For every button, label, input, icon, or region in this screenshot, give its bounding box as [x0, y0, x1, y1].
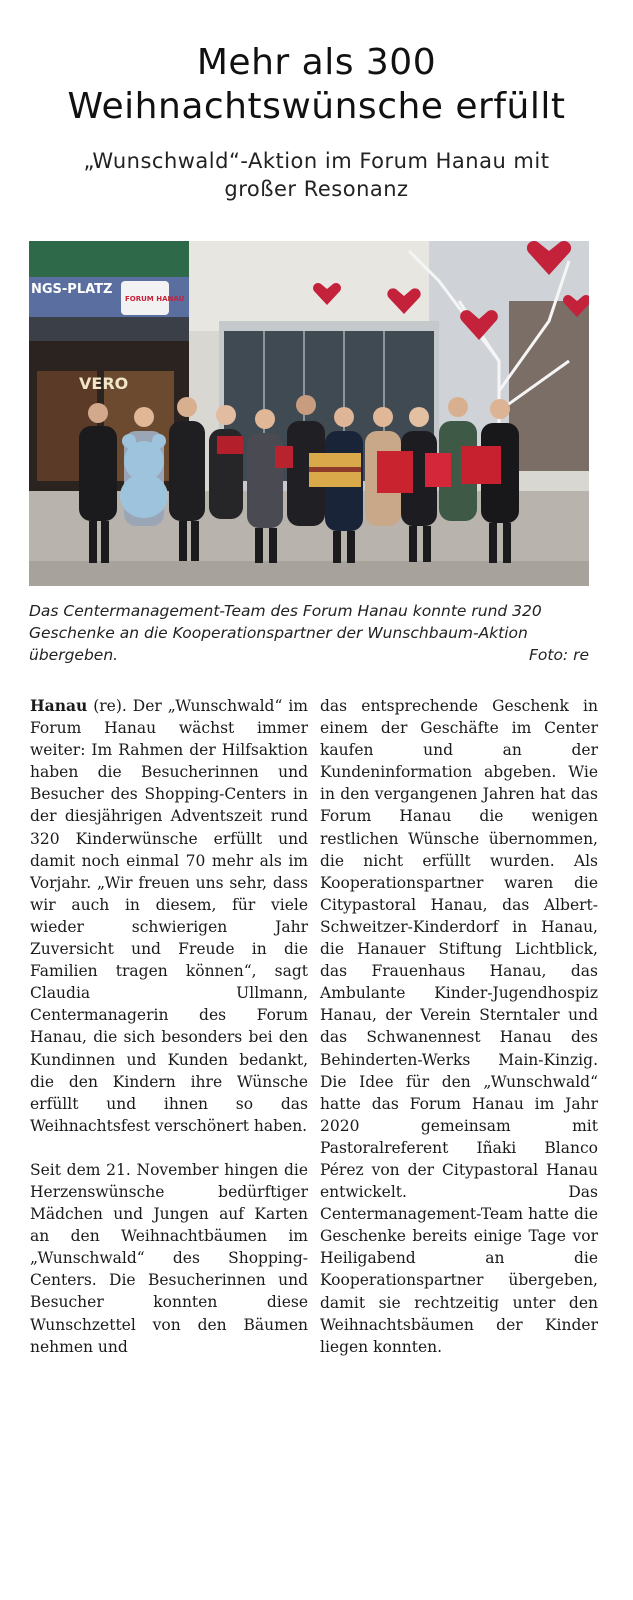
photo-credit: Foto: re	[528, 646, 589, 664]
dateline: Hanau	[30, 696, 88, 715]
paragraph-1-text: (re). Der „Wunschwald“ im Forum Hanau wächst immer weiter: Im Rahmen der Hilfsaktion haben die Besucherinnen und Besucher des Shopping-Centers in der diesjährigen Adventszeit rund 320 Kinderwünsche erfüllt und damit noch einmal 70 mehr als im Vorjahr. „Wir freuen uns sehr, dass wir auch in diesem, für viele wieder schwierigen Jahr Zuversicht und Freude in die Familien tragen können“, sagt Claudia Ullmann, Centermanagerin des Forum Hanau, die sich besonders bei den Kundinnen und Kunden bedankt, die den Kindern ihre Wünsche erfüllt und ihnen so das Weihnachtsfest verschönert haben.	[30, 697, 308, 1135]
article-column-right	[320, 695, 598, 1358]
article-paragraph-1	[30, 695, 308, 1137]
article-column-left	[30, 695, 308, 1358]
subheadline-line-1: „Wunschwald“-Aktion im Forum Hanau mit	[83, 149, 550, 173]
photo-sign-1: NGS-PLATZ	[31, 282, 113, 297]
photo-sign-2: FORUM HANAU	[125, 295, 185, 303]
article-photo	[29, 241, 589, 586]
photo-sign-3: VERO	[79, 374, 129, 393]
subheadline-line-2: großer Resonanz	[224, 177, 409, 201]
article-paragraph-3: das entsprechende Geschenk in einem der Geschäfte im Center kaufen und an der Kundeninformation abgeben. Wie in den vergangenen Jahren hat das Forum Hanau die wenigen restlichen Wünsche übernommen, die nicht erfüllt wurden. Als Kooperationspartner waren die Citypastoral Hanau, das Albert-Schweitzer-Kinderdorf in Hanau, die Hanauer Stiftung Lichtblick, das Frauenhaus Hanau, das Ambulante Kinder-Jugendhospiz Hanau, der Verein Sterntaler und das Schwanennest Hanau des Behinderten-Werks Main-Kinzig. Die Idee für den „Wunschwald“ hatte das Forum Hanau im Jahr 2020 gemeinsam mit Pastoralreferent Iñaki Blanco Pérez von der Citypastoral Hanau entwickelt. Das Centermanagement-Team hatte die Geschenke bereits einige Tage vor Heiligabend an die Kooperationspartner übergeben, damit sie rechtzeitig unter den Weihnachtsbäumen der Kinder liegen konnten.	[320, 697, 598, 1356]
photo-caption	[29, 600, 589, 666]
headline-line-1: Mehr als 300	[196, 42, 437, 83]
caption-text: Das Centermanagement-Team des Forum Hanau konnte rund 320 Geschenke an die Kooperationspartner der Wunschbaum-Aktion übergeben.	[29, 602, 542, 664]
article-paragraph-2: Seit dem 21. November hingen die Herzenswünsche bedürftiger Mädchen und Jungen auf Karten an den Weihnachtbäumen im „Wunschwald“ des Shopping-Centers. Die Besucherinnen und Besucher konnten diese Wunschzettel von den Bäumen nehmen und	[30, 1160, 308, 1356]
headline-line-2: Weihnachtswünsche erfüllt	[67, 86, 566, 127]
